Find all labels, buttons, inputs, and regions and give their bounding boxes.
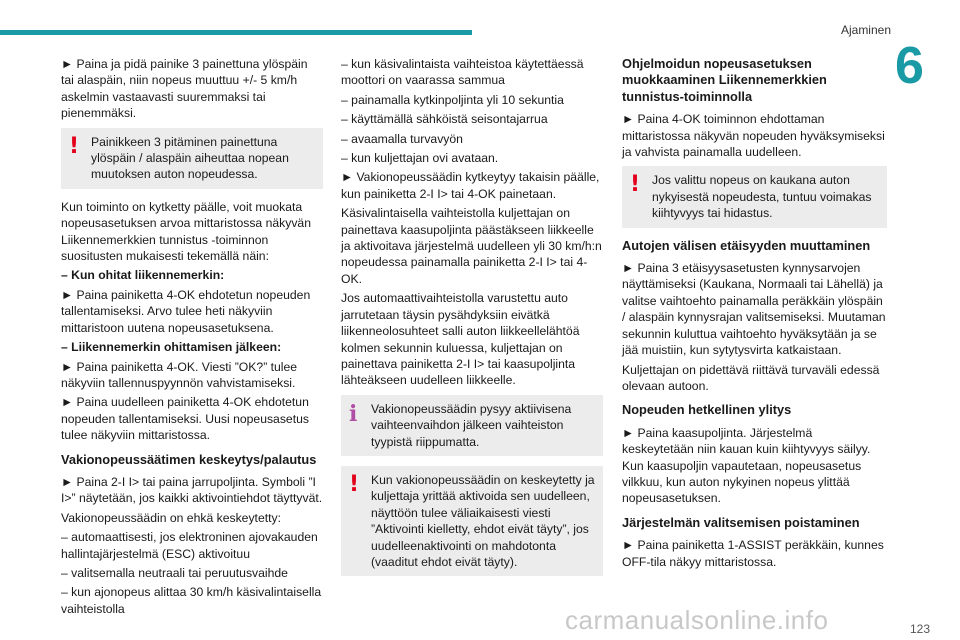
list-item: – kun käsivalintaista vaihteistoa käytettäessä moottori on vaarassa sammua	[341, 57, 584, 88]
warning-text: Kun vakionopeussäädin on keskeytetty ja kuljettaja yrittää aktivoida sen uudelleen, näyttöön tulee väliaikaisesti viesti ”Aktivointi kielletty, ehdot eivät täyty”, jos uudelleenaktivointi on mahdotonta (vaaditut ehdot eivät täyty).	[371, 472, 595, 569]
list-item: – painamalla kytkinpoljinta yli 10 sekuntia	[341, 92, 564, 107]
paragraph: ► Paina ja pidä painike 3 painettuna ylöspäin tai alaspäin, niin nopeus muuttuu +/- 5 km/h askelmin vastaavasti suuremmaksi tai pienemmäksi.	[61, 57, 308, 121]
section-heading: Vakionopeussäätimen keskeytys/palautus	[61, 451, 317, 467]
warning-box	[341, 466, 603, 576]
column-3	[622, 56, 887, 573]
info-icon: i	[349, 400, 358, 427]
header-accent-bar	[0, 30, 472, 35]
page-number: 123	[909, 622, 930, 636]
info-text: Vakionopeussäädin pysyy aktiivisena vaihteenvaihdon jälkeen vaihteiston tyypistä riippumatta.	[371, 401, 572, 449]
info-box	[341, 395, 603, 456]
list-heading: – Kun ohitat liikennemerkin:	[61, 268, 225, 283]
column-1	[61, 56, 323, 620]
warning-exclamation-icon: !	[69, 133, 80, 159]
list-heading: – Liikennemerkin ohittamisen jälkeen:	[61, 340, 282, 355]
paragraph: ► Paina 2-I I> tai paina jarrupoljinta. Symboli ”I I>” näytetään, jos kaikki aktivointiehdot täyttyvät.	[61, 474, 323, 506]
chapter-number: 6	[895, 37, 924, 95]
warning-text: Jos valittu nopeus on kaukana auton nykyisestä nopeudesta, tuntuu voimakas kiihtyvyys tai hidastus.	[652, 173, 872, 221]
paragraph: ► Paina painiketta 4-OK ehdotetun nopeuden tallentamiseksi. Arvo tulee heti näkyviin mittaristoon uutena nopeusasetuksena.	[61, 287, 311, 335]
paragraph: ► Paina 3 etäisyysasetusten kynnysarvojen näyttämiseksi (Kaukana, Normaali tai Lähellä) ja valitse vaihtoehto painamalla peräkkäin ylöspäin / alaspäin kynnysrajan valitsemiseksi. Muutaman sekunnin kuluttua vaihtoehto hyväksytään ja se jää muistiin, kun sytytysvirta katkaistaan.	[622, 261, 886, 358]
warning-exclamation-icon: !	[349, 471, 360, 497]
paragraph: ► Paina kaasupoljinta. Järjestelmä keskeytetään niin kauan kuin kiihtyvyys säilyy. Kun kaasupoljin vapautetaan, nopeusasetus vilkkuu, kun auton nykyinen nopeus ylittää nopeusasetuksen.	[622, 425, 871, 506]
section-heading: Nopeuden hetkellinen ylitys	[622, 402, 792, 418]
list-item: – kun ajonopeus alittaa 30 km/h käsivalintaisella vaihteistolla	[61, 585, 322, 616]
list-item: – käyttämällä sähköistä seisontajarrua	[341, 112, 548, 127]
section-heading: Autojen välisen etäisyyden muuttaminen	[622, 237, 871, 253]
paragraph: Kuljettajan on pidettävä riittävä turvaväli edessä olevaan autoon.	[622, 362, 880, 393]
paragraph: ► Paina 4-OK toiminnon ehdottaman mittaristossa näkyvän nopeuden hyväksymiseksi ja vahvista painamalla uudelleen.	[622, 112, 885, 160]
paragraph: Käsivalintaisella vaihteistolla kuljettajan on painettava kaasupoljinta päästäkseen liikkeelle ja aktivoitava järjestelmä uudelleen yli 30 km/h:n nopeudessa painamalla painiketta 2-I I> tai 4-OK.	[341, 206, 602, 286]
section-heading: Ohjelmoidun nopeusasetuksen muokkaaminen Liikennemerkkien tunnistus-toiminnolla	[622, 56, 827, 104]
paragraph: ► Paina painiketta 1-ASSIST peräkkäin, kunnes OFF-tila näkyy mittaristossa.	[622, 538, 884, 569]
paragraph: ► Paina painiketta 4-OK. Viesti ”OK?” tulee näkyviin tallennuspyynnön vahvistamiseksi.	[61, 359, 298, 390]
paragraph: Vakionopeussäädin on ehkä keskeytetty:	[61, 510, 281, 525]
paragraph: Jos automaattivaihteistolla varustettu auto jarrutetaan täysin pysähdyksiin eivätkä liikenneolosuhteet salli auton liikkeellelähtöä kolmen sekunnin kuluessa, kuljettajan on painettava painiketta 2-I I> tai kaasupoljinta lähteäkseen uudelleen liikkeelle.	[341, 291, 580, 388]
list-item: – avaamalla turvavyön	[341, 131, 463, 146]
warning-exclamation-icon: !	[630, 172, 641, 198]
list-item: – kun kuljettajan ovi avataan.	[341, 151, 499, 166]
column-2	[341, 56, 603, 586]
warning-text: Painikkeen 3 pitäminen painettuna ylöspäin / alaspäin aiheuttaa nopean muutoksen auton nopeudessa.	[91, 134, 289, 182]
list-item: – valitsemalla neutraali tai peruutusvaihde	[61, 565, 288, 580]
section-title: Ajaminen	[840, 23, 891, 37]
paragraph: Kun toiminto on kytketty päälle, voit muokata nopeusasetuksen arvoa mittaristossa näkyvän Liikennemerkkien tunnistus -toiminnon suositusten mukaisesti tekemällä näin:	[61, 199, 311, 264]
section-heading: Järjestelmän valitsemisen poistaminen	[622, 514, 860, 530]
paragraph: ► Vakionopeussäädin kytkeytyy takaisin päälle, kun painiketta 2-I I> tai 4-OK painetaan.	[341, 170, 600, 201]
warning-box	[61, 128, 323, 189]
watermark: carmanualsonline.info	[565, 605, 829, 635]
list-item: – automaattisesti, jos elektroninen ajovakauden hallintajärjestelmä (ESC) aktivoituu	[61, 530, 318, 561]
warning-box	[622, 166, 887, 227]
paragraph: ► Paina uudelleen painiketta 4-OK ehdotetun nopeuden tallentamiseksi. Uusi nopeusasetus tulee näkyviin mittaristossa.	[61, 395, 309, 443]
